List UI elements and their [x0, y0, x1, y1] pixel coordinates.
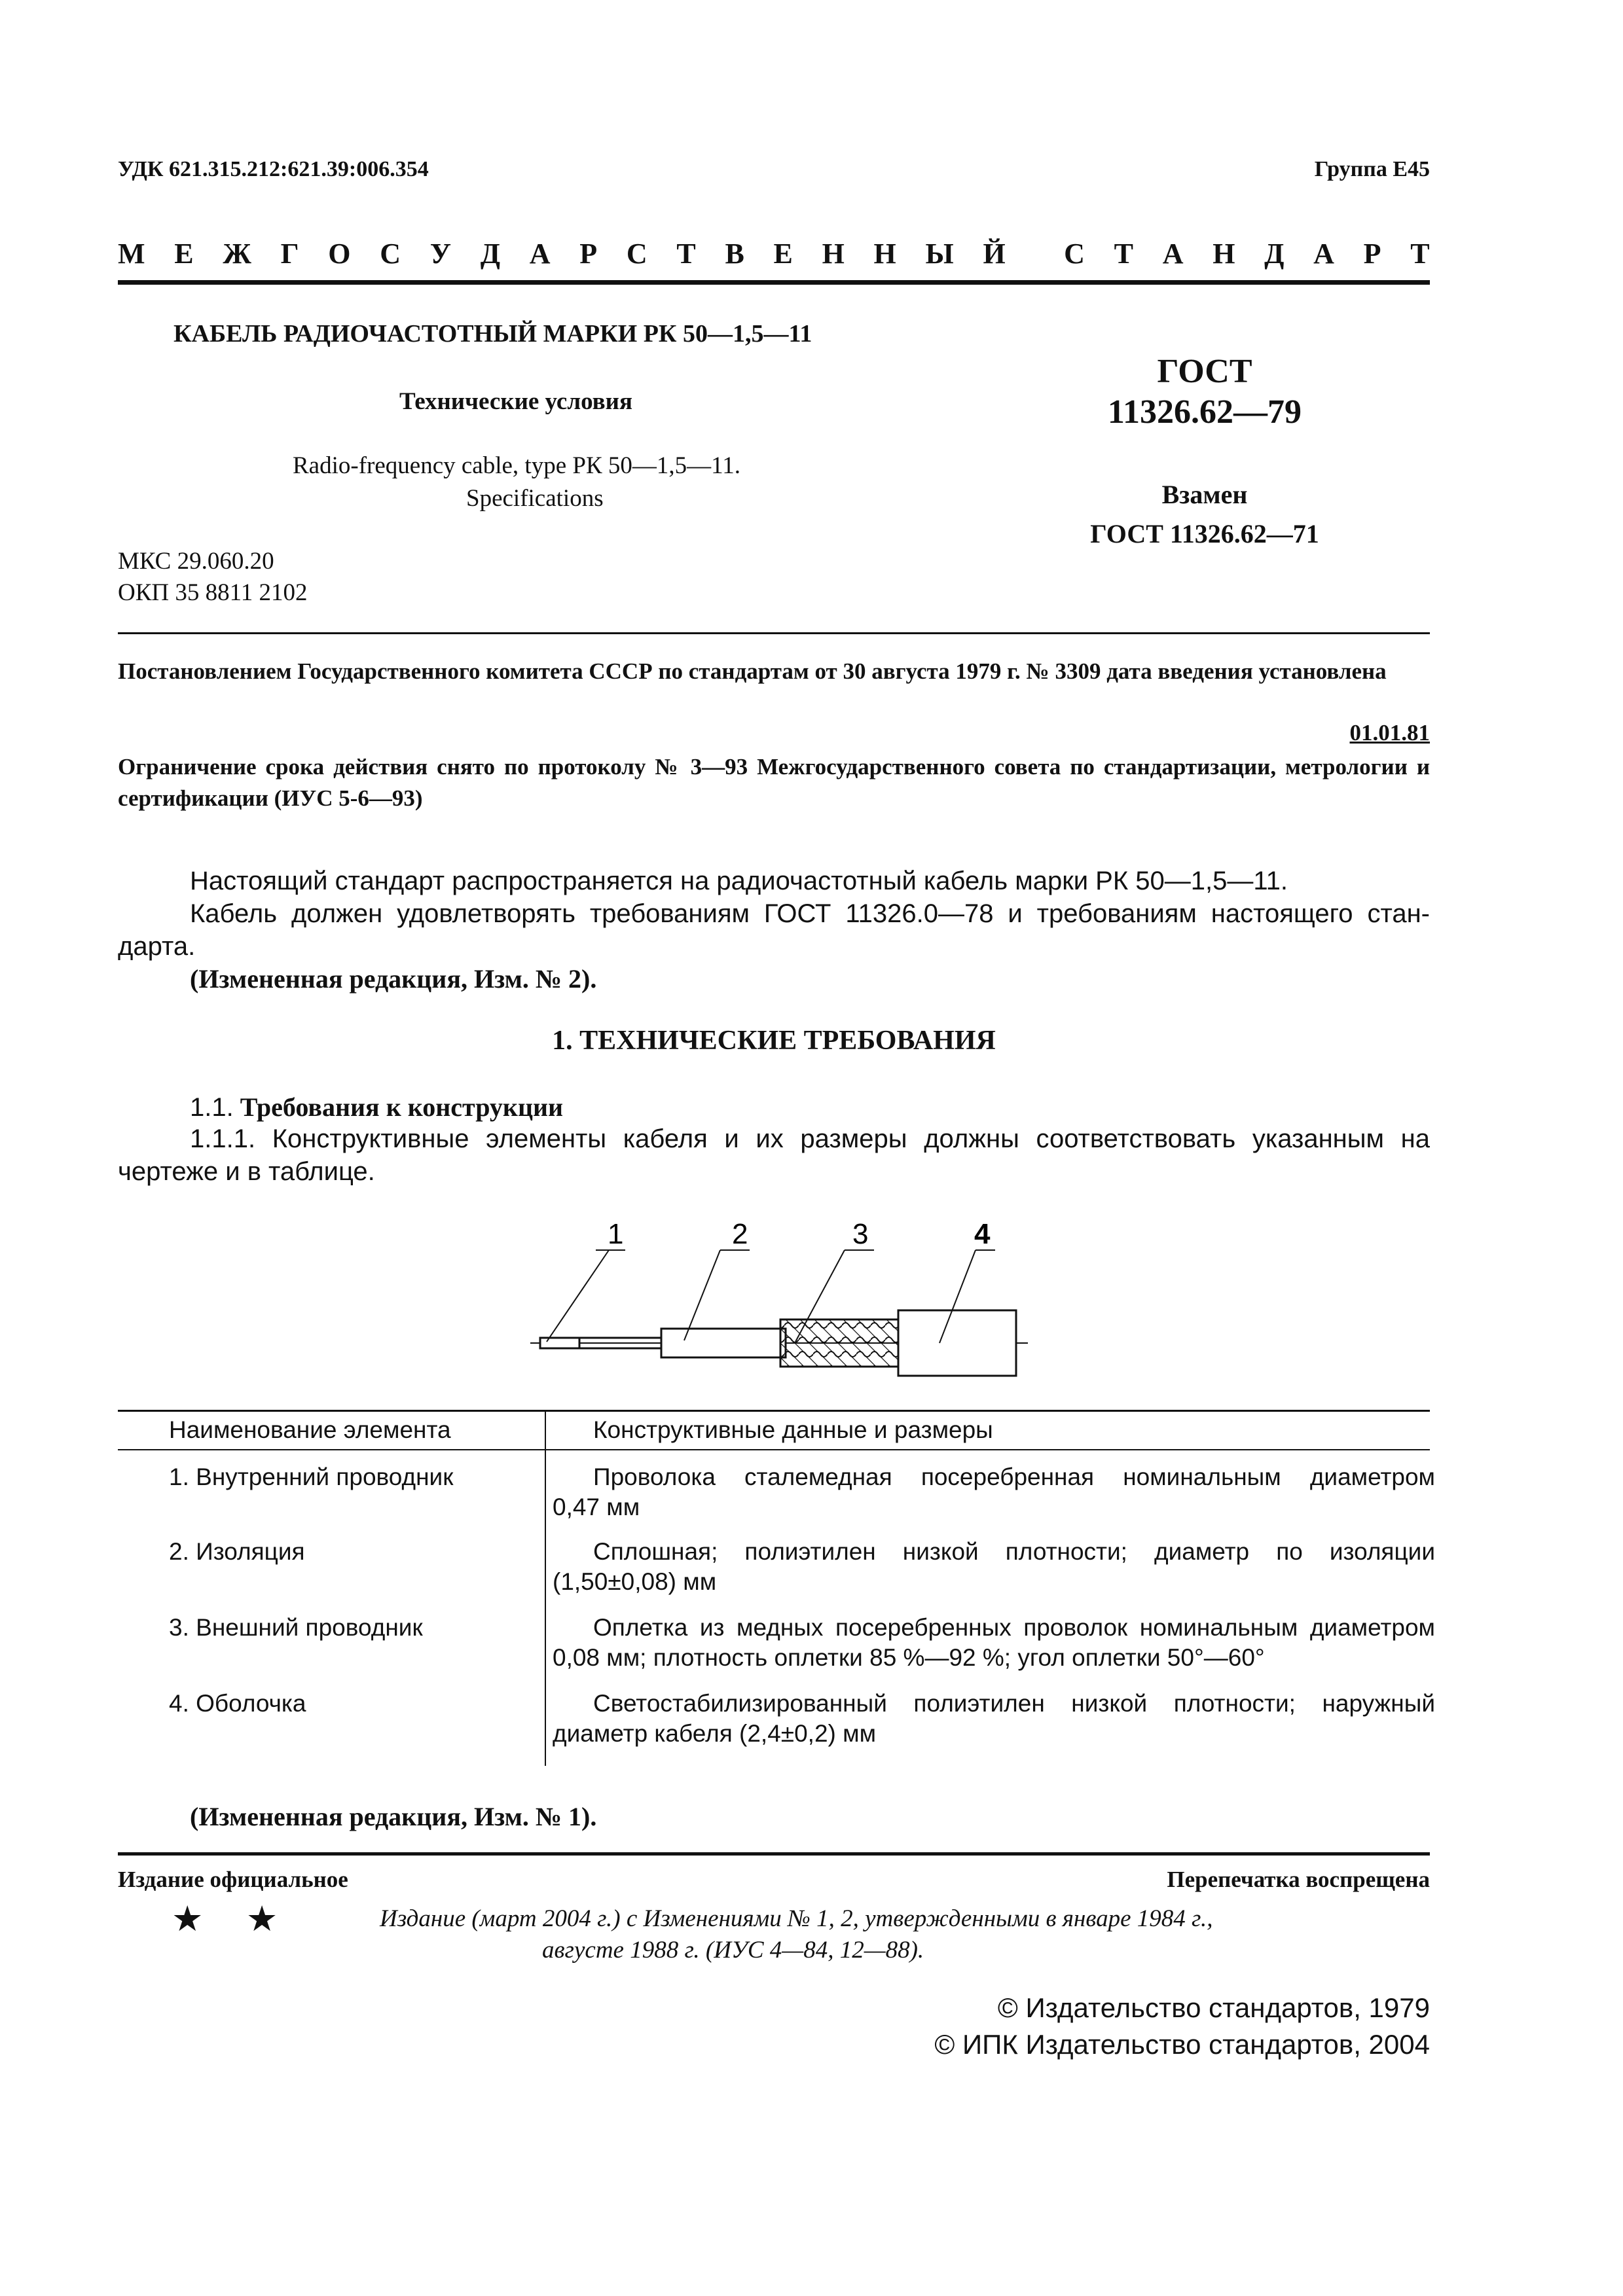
cable-cross-section-drawing	[511, 1217, 1034, 1401]
banner-letter: Т	[1410, 238, 1430, 270]
banner-letter: Р	[1363, 238, 1381, 270]
gost-label: ГОСТ	[1157, 353, 1252, 390]
banner-letter: Й	[983, 238, 1006, 270]
banner-letter: Н	[873, 238, 896, 270]
label-inner-conductor: 1	[608, 1218, 624, 1250]
banner-letter: Т	[676, 238, 696, 270]
table-column-divider	[545, 1410, 546, 1766]
udc-code: УДК 621.315.212:621.39:006.354	[118, 157, 429, 181]
table-row-data-line-1: Оплетка из медных посеребренных проволок номинальным диаметром	[593, 1614, 1435, 1641]
banner-letter: Т	[1114, 238, 1133, 270]
table-header-data: Конструктивные данные и размеры	[593, 1416, 993, 1443]
requirements-paragraph-line-2: дарта.	[118, 932, 196, 961]
jacket-shape	[898, 1310, 1016, 1376]
table-row-data-line-1: Сплошная; полиэтилен низкой плотности; диаметр по изоляции	[593, 1538, 1435, 1565]
banner-letter: С	[626, 238, 647, 270]
copyright-2004: © ИПК Издательство стандартов, 2004	[934, 2029, 1430, 2060]
decree-text: Постановлением Государственного комитета СССР по стандартам от 30 августа 1979 г. № 3309 дата введения установлена	[118, 658, 1387, 684]
banner-letter: Р	[579, 238, 598, 270]
restriction-text: Ограничение срока действия снято по протоколу № 3—93 Межгосударственного совета по стандартизации, метрологии и сертификации (ИУС 5-6—93)	[118, 754, 1430, 811]
banner-letter: Н	[1213, 238, 1235, 270]
official-edition-label: Издание официальное	[118, 1867, 348, 1892]
scope-paragraph: Настоящий стандарт распространяется на радиочастотный кабель марки РК 50—1,5—11.	[190, 867, 1288, 895]
banner-letter: У	[429, 238, 452, 270]
outer-conductor-braid-shape	[780, 1319, 898, 1367]
banner-letter: Е	[773, 238, 793, 270]
inner-conductor-shape	[540, 1338, 579, 1348]
stars-mark: ★ ★	[172, 1899, 295, 1939]
table-row-name: 4. Оболочка	[169, 1690, 306, 1717]
banner-letter: О	[328, 238, 351, 270]
reprint-prohibited-label: Перепечатка воспрещена	[1167, 1867, 1430, 1892]
banner-letter: А	[529, 238, 551, 270]
banner-letter: А	[1162, 238, 1184, 270]
table-row-name: 2. Изоляция	[169, 1538, 305, 1565]
section-heading: 1. ТЕХНИЧЕСКИЕ ТРЕБОВАНИЯ	[552, 1026, 996, 1056]
banner-letter: С	[380, 238, 401, 270]
banner-letter: Д	[480, 238, 501, 270]
gost-number: 11326.62—79	[1107, 393, 1302, 431]
table-row-name: 1. Внутренний проводник	[169, 1463, 454, 1490]
table-row-data-line-2: (1,50±0,08) мм	[553, 1568, 717, 1595]
mks-code: МКС 29.060.20	[118, 548, 274, 575]
header-rule	[118, 280, 1430, 285]
requirements-paragraph-line-1: Кабель должен удовлетворять требованиям ГОСТ 11326.0—78 и требованиям настоящего стан-	[190, 899, 1430, 928]
banner-letter: М	[118, 238, 145, 270]
edition-note-line-2: августе 1988 г. (ИУС 4—84, 12—88).	[542, 1937, 924, 1964]
subsection-heading	[190, 1092, 563, 1122]
table-row-data-line-2: диаметр кабеля (2,4±0,2) мм	[553, 1720, 877, 1747]
banner-letter: В	[725, 238, 744, 270]
banner-letter: Н	[822, 238, 845, 270]
banner-letter: А	[1313, 238, 1334, 270]
table-row-data-line-2: 0,08 мм; плотность оплетки 85 %—92 %; угол оплетки 50°—60°	[553, 1644, 1265, 1671]
introduction-date: 01.01.81	[1349, 720, 1430, 745]
english-title-line-2: Specifications	[466, 485, 604, 512]
subsection-number: 1.1.	[190, 1093, 234, 1122]
banner-letter: Д	[1264, 238, 1285, 270]
group-code: Группа Е45	[1314, 157, 1430, 181]
english-title-line-1: Radio-frequency cable, type РК 50—1,5—11.	[293, 452, 740, 479]
label-insulation: 2	[732, 1218, 748, 1250]
banner-letter: Ж	[223, 238, 251, 270]
clause-text-line-2: чертеже и в таблице.	[118, 1157, 375, 1186]
interstate-standard-banner	[118, 237, 1430, 270]
footer-rule	[118, 1852, 1430, 1856]
title-block-rule	[118, 632, 1430, 634]
table-top-rule	[118, 1410, 1430, 1412]
banner-letter: Е	[174, 238, 194, 270]
table-row-data-line-1: Светостабилизированный полиэтилен низкой плотности; наружный	[593, 1690, 1435, 1717]
insulation-shape	[661, 1329, 786, 1357]
document-subtitle: Технические условия	[399, 388, 632, 415]
leader-line	[547, 1250, 609, 1342]
banner-letter: Г	[280, 238, 299, 270]
table-header-element: Наименование элемента	[169, 1416, 451, 1443]
banner-letter: Ы	[925, 238, 954, 270]
label-jacket: 4	[974, 1218, 991, 1250]
table-row-name: 3. Внешний проводник	[169, 1614, 423, 1641]
table-row-data-line-2: 0,47 мм	[553, 1494, 640, 1520]
copyright-1979: © Издательство стандартов, 1979	[997, 1992, 1430, 2023]
replaces-label: Взамен	[1161, 480, 1248, 509]
okp-code: ОКП 35 8811 2102	[118, 579, 308, 606]
label-outer-conductor: 3	[852, 1218, 869, 1250]
leader-line	[684, 1250, 720, 1340]
banner-letter: С	[1064, 238, 1085, 270]
replaces-number: ГОСТ 11326.62—71	[1090, 519, 1319, 548]
amendment-note-1: (Измененная редакция, Изм. № 1).	[190, 1802, 597, 1831]
table-header-rule	[118, 1449, 1430, 1450]
document-title: КАБЕЛЬ РАДИОЧАСТОТНЫЙ МАРКИ РК 50—1,5—11	[173, 320, 812, 348]
amendment-note-2: (Измененная редакция, Изм. № 2).	[190, 964, 597, 994]
subsection-title: Требования к конструкции	[240, 1092, 564, 1122]
edition-note-line-1: Издание (март 2004 г.) с Изменениями № 1, 2, утвержденными в январе 1984 г.,	[380, 1905, 1213, 1932]
table-row-data-line-1: Проволока сталемедная посеребренная номинальным диаметром	[593, 1463, 1435, 1490]
clause-text-line-1: 1.1.1. Конструктивные элементы кабеля и их размеры должны соответствовать указанным на	[190, 1124, 1430, 1153]
